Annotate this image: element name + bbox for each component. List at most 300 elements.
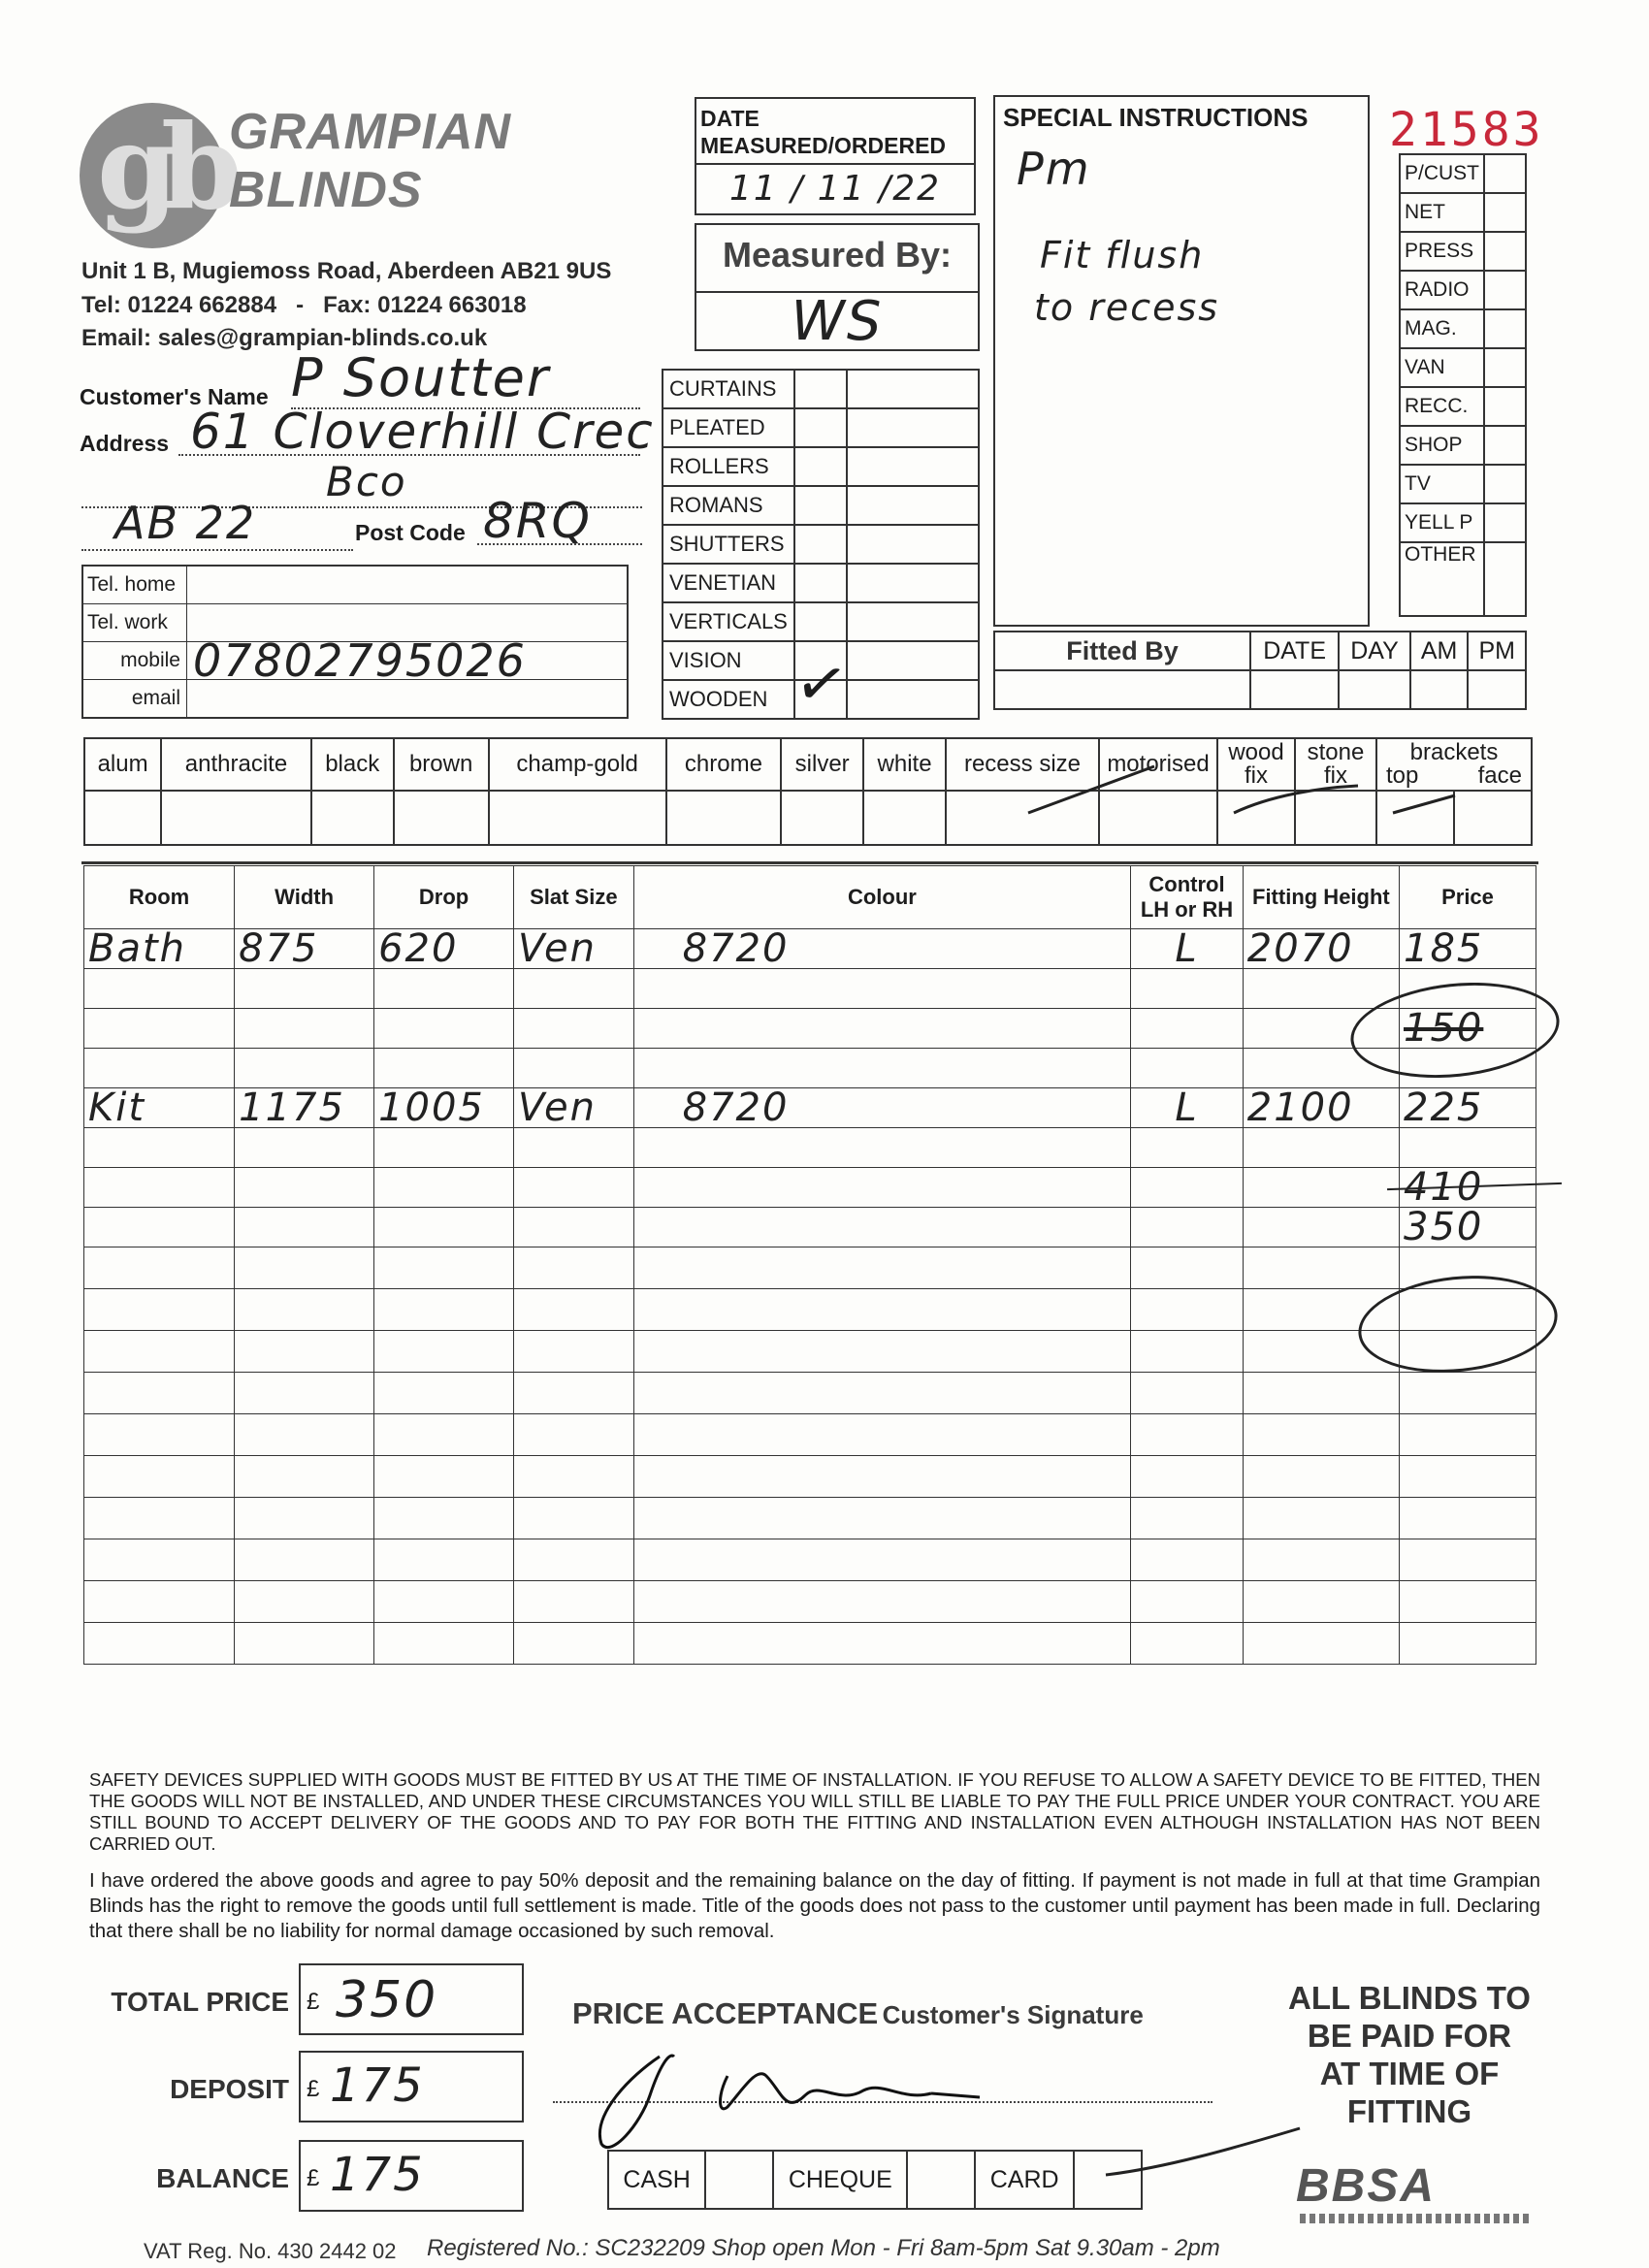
cell-slat[interactable] (514, 1208, 634, 1247)
cell-room[interactable] (84, 1623, 235, 1665)
source-row (1400, 154, 1526, 193)
cell-width[interactable]: 1175 (235, 1088, 374, 1128)
cell-room[interactable] (84, 1498, 235, 1539)
table-row (84, 1414, 1536, 1456)
cell-width[interactable] (235, 1456, 374, 1498)
payment-cheque-checkbox[interactable] (907, 2151, 975, 2209)
source-checkbox[interactable] (1484, 542, 1526, 616)
blind-type-row (663, 447, 979, 486)
measured-by-box (695, 223, 980, 351)
column-header-width: Width (235, 866, 374, 929)
cell-width[interactable] (235, 1168, 374, 1208)
source-checkbox[interactable] (1484, 503, 1526, 542)
cell-colour[interactable] (633, 1128, 1131, 1168)
cell-drop[interactable] (374, 1623, 514, 1665)
source-row (1400, 387, 1526, 426)
blind-type-checkbox[interactable] (794, 486, 847, 525)
blind-type-checkbox[interactable] (794, 525, 847, 564)
cell-colour[interactable] (633, 1049, 1131, 1088)
colour-option-checkbox[interactable] (394, 791, 489, 845)
cell-width[interactable] (235, 1009, 374, 1049)
source-row (1400, 348, 1526, 387)
cell-control[interactable] (1131, 969, 1244, 1009)
table-row (84, 969, 1536, 1009)
address-value-3[interactable]: AB 22 (114, 497, 257, 549)
cell-drop[interactable] (374, 1498, 514, 1539)
colour-option-checkbox[interactable] (161, 791, 311, 845)
cell-height[interactable] (1243, 1623, 1399, 1665)
cell-room[interactable]: Kit (84, 1088, 235, 1128)
customer-signature[interactable] (572, 2037, 1018, 2163)
blind-type-label: PLEATED (663, 408, 794, 447)
payment-cheque-label: CHEQUE (773, 2151, 907, 2209)
cell-control[interactable]: L (1131, 929, 1244, 969)
blind-type-checkbox[interactable] (794, 370, 847, 408)
blind-type-notes (847, 486, 979, 525)
cell-price[interactable]: 410 (1400, 1168, 1536, 1208)
source-label: OTHER (1400, 542, 1484, 616)
colour-white-label: white (863, 738, 946, 791)
date-label-line1: DATE (700, 106, 760, 131)
blind-type-checkbox[interactable] (794, 447, 847, 486)
source-checkbox[interactable] (1484, 426, 1526, 465)
source-label: VAN (1400, 348, 1484, 387)
cell-colour[interactable] (633, 1498, 1131, 1539)
cell-control[interactable] (1131, 1373, 1244, 1414)
special-instructions-box (993, 95, 1370, 627)
blind-type-label: ROLLERS (663, 447, 794, 486)
cell-width[interactable]: 875 (235, 929, 374, 969)
cell-width[interactable] (235, 1539, 374, 1581)
cell-width[interactable] (235, 1289, 374, 1331)
source-checkbox[interactable] (1484, 348, 1526, 387)
cell-width[interactable] (235, 1623, 374, 1665)
company-address: Unit 1 B, Mugiemoss Road, Aberdeen AB21 9US (81, 258, 612, 284)
customer-name-value[interactable]: P Soutter (291, 347, 551, 408)
source-label: NET (1400, 193, 1484, 232)
column-header-control: Control LH or RH (1131, 866, 1244, 929)
cell-width[interactable] (235, 969, 374, 1009)
cell-width[interactable] (235, 1581, 374, 1623)
address-value-2[interactable]: Bco (326, 458, 407, 505)
company-name-line1: GRAMPIAN (229, 104, 512, 160)
source-checkbox[interactable] (1484, 387, 1526, 426)
option-brackets-face: face (1477, 762, 1522, 789)
blind-type-notes (847, 641, 979, 680)
cell-room[interactable] (84, 1373, 235, 1414)
table-row (84, 1289, 1536, 1331)
company-email: Email: sales@grampian-blinds.co.uk (81, 325, 488, 351)
balance-value[interactable]: 175 (330, 2148, 425, 2202)
cell-slat[interactable] (514, 1581, 634, 1623)
deposit-label: DEPOSIT (170, 2074, 289, 2104)
cell-drop[interactable] (374, 1168, 514, 1208)
cell-drop[interactable] (374, 1208, 514, 1247)
blind-type-checkbox[interactable] (794, 564, 847, 602)
source-row (1400, 542, 1526, 616)
customer-name-label: Customer's Name (80, 384, 269, 409)
blind-type-label: VERTICALS (663, 602, 794, 641)
cell-room[interactable] (84, 1456, 235, 1498)
source-checkbox[interactable] (1484, 271, 1526, 309)
cell-price[interactable]: 185 (1400, 929, 1536, 969)
cell-control[interactable] (1131, 1208, 1244, 1247)
cell-height[interactable]: 2100 (1243, 1088, 1399, 1128)
special-instructions-label: SPECIAL INSTRUCTIONS (1003, 103, 1309, 132)
cell-drop[interactable] (374, 1539, 514, 1581)
source-checkbox[interactable] (1484, 465, 1526, 503)
blind-type-row (663, 486, 979, 525)
cell-price[interactable]: 150 (1400, 1009, 1536, 1049)
price-acceptance-sub: Customer's Signature (882, 2000, 1144, 2029)
fitted-pm-label: PM (1468, 632, 1526, 670)
contact-label: email (82, 680, 187, 719)
colour-champ-gold-label: champ-gold (489, 738, 666, 791)
blind-type-notes (847, 370, 979, 408)
cell-colour[interactable] (633, 969, 1131, 1009)
cell-drop[interactable] (374, 1128, 514, 1168)
blind-type-notes (847, 408, 979, 447)
cell-room[interactable]: Bath (84, 929, 235, 969)
cell-colour[interactable] (633, 1581, 1131, 1623)
source-label: MAG. (1400, 309, 1484, 348)
cell-slat[interactable] (514, 1414, 634, 1456)
cell-colour[interactable]: 8720 (633, 1088, 1131, 1128)
table-row (84, 1128, 1536, 1168)
cell-height[interactable] (1243, 1581, 1399, 1623)
price-acceptance (572, 1996, 1144, 2031)
cell-price[interactable] (1400, 1623, 1536, 1665)
cell-colour[interactable] (633, 1208, 1131, 1247)
cell-slat[interactable] (514, 1456, 634, 1498)
cell-height[interactable] (1243, 969, 1399, 1009)
contact-value[interactable] (187, 566, 629, 604)
cell-control[interactable] (1131, 1414, 1244, 1456)
blind-type-label: VISION (663, 641, 794, 680)
source-row (1400, 503, 1526, 542)
cell-price[interactable] (1400, 1498, 1536, 1539)
company-name-line2: BLINDS (229, 162, 423, 218)
source-checkbox[interactable] (1484, 193, 1526, 232)
cell-price[interactable]: 225 (1400, 1088, 1536, 1128)
notice-line3: AT TIME OF (1319, 2056, 1500, 2091)
contact-label: Tel. work (82, 604, 187, 642)
company-phone-line (81, 292, 527, 319)
cell-drop[interactable] (374, 1414, 514, 1456)
colour-option-checkbox[interactable] (489, 791, 666, 845)
blind-type-notes (847, 602, 979, 641)
cell-colour[interactable] (633, 1247, 1131, 1289)
balance-currency: £ (307, 2165, 320, 2191)
colour-option-checkbox[interactable] (84, 791, 161, 845)
option-motorised: motorised (1099, 738, 1217, 791)
postcode-value[interactable]: 8RQ (483, 493, 592, 549)
cell-slat[interactable]: Ven (514, 1088, 634, 1128)
cell-room[interactable] (84, 1208, 235, 1247)
notice-line1: ALL BLINDS TO (1288, 1980, 1531, 2016)
cell-drop[interactable] (374, 1373, 514, 1414)
colour-option-checkbox[interactable] (666, 791, 782, 845)
cell-colour[interactable] (633, 1373, 1131, 1414)
cell-drop[interactable]: 1005 (374, 1088, 514, 1128)
cell-control[interactable] (1131, 1539, 1244, 1581)
cell-slat[interactable] (514, 1331, 634, 1373)
price-acceptance-label: PRICE ACCEPTANCE (572, 1996, 879, 2030)
table-row (84, 1208, 1536, 1247)
cell-drop[interactable] (374, 1456, 514, 1498)
column-header-slat: Slat Size (514, 866, 634, 929)
cell-drop[interactable] (374, 1331, 514, 1373)
special-instructions-line2[interactable]: Fit flush (1040, 234, 1205, 276)
table-row (84, 1373, 1536, 1414)
cell-room[interactable] (84, 1247, 235, 1289)
cell-price[interactable] (1400, 1373, 1536, 1414)
table-row (84, 1581, 1536, 1623)
total-value[interactable]: 350 (336, 1971, 438, 2029)
colour-alum-label: alum (84, 738, 161, 791)
cell-price[interactable] (1400, 1581, 1536, 1623)
cell-height[interactable] (1243, 1373, 1399, 1414)
source-checkbox[interactable] (1484, 154, 1526, 193)
cell-height[interactable] (1243, 1128, 1399, 1168)
colour-black-label: black (311, 738, 394, 791)
cell-width[interactable] (235, 1331, 374, 1373)
cell-width[interactable] (235, 1208, 374, 1247)
cell-control[interactable] (1131, 1009, 1244, 1049)
company-tel: Tel: 01224 662884 (81, 292, 277, 318)
blind-type-label: WOODEN (663, 680, 794, 719)
cell-colour[interactable]: 8720 (633, 929, 1131, 969)
cell-room[interactable] (84, 1128, 235, 1168)
cell-slat[interactable] (514, 1623, 634, 1665)
cell-width[interactable] (235, 1414, 374, 1456)
cell-control[interactable]: L (1131, 1088, 1244, 1128)
colour-chrome-label: chrome (666, 738, 782, 791)
cell-drop[interactable] (374, 1009, 514, 1049)
blind-type-label: VENETIAN (663, 564, 794, 602)
special-instructions-line3[interactable]: to recess (1034, 286, 1220, 329)
cell-control[interactable] (1131, 1456, 1244, 1498)
cell-drop[interactable]: 620 (374, 929, 514, 969)
cell-price[interactable]: 350 (1400, 1208, 1536, 1247)
cell-colour[interactable] (633, 1009, 1131, 1049)
deposit-box[interactable] (299, 2051, 524, 2122)
blind-type-row (663, 602, 979, 641)
footer-vat: VAT Reg. No. 430 2442 02 (144, 2239, 397, 2263)
special-instructions-line1[interactable]: Pm (1017, 143, 1091, 195)
cell-height[interactable] (1243, 1539, 1399, 1581)
cell-width[interactable] (235, 1128, 374, 1168)
fitted-date-value[interactable] (1250, 670, 1339, 709)
cell-room[interactable] (84, 1414, 235, 1456)
option-stone-fix: stone fix (1295, 738, 1376, 791)
source-row (1400, 271, 1526, 309)
cell-room[interactable] (84, 1049, 235, 1088)
cell-height[interactable] (1243, 1168, 1399, 1208)
cell-slat[interactable] (514, 1009, 634, 1049)
blind-type-notes (847, 680, 979, 719)
cell-drop[interactable] (374, 1289, 514, 1331)
terms-paragraph: I have ordered the above goods and agree to pay 50% deposit and the remaining balance on the day of fitting. If payment is not made in full at that time Grampian Blinds has the right to remove the goods until full settlement is made. Title of the goods does not pass to the customer until payment has been made in full. Declaring that there shall be no liability for normal damage occasioned by such removal. (89, 1869, 1540, 1942)
cell-colour[interactable] (633, 1289, 1131, 1331)
deposit-currency: £ (307, 2076, 320, 2102)
cell-control[interactable] (1131, 1331, 1244, 1373)
blind-type-checkbox[interactable] (794, 408, 847, 447)
cell-room[interactable] (84, 1289, 235, 1331)
cell-room[interactable] (84, 1539, 235, 1581)
cell-slat[interactable] (514, 1247, 634, 1289)
balance-label: BALANCE (156, 2163, 289, 2193)
cell-price[interactable] (1400, 1456, 1536, 1498)
address-value-1[interactable]: 61 Cloverhill Crec (190, 404, 655, 460)
source-checkbox[interactable] (1484, 232, 1526, 271)
cell-slat[interactable]: Ven (514, 929, 634, 969)
total-label: TOTAL PRICE (111, 1987, 289, 2017)
cell-slat[interactable] (514, 969, 634, 1009)
source-row (1400, 309, 1526, 348)
cell-room[interactable] (84, 1331, 235, 1373)
cell-width[interactable] (235, 1498, 374, 1539)
cell-room[interactable] (84, 1009, 235, 1049)
blind-type-row (663, 408, 979, 447)
cell-width[interactable] (235, 1373, 374, 1414)
fitted-pm-value[interactable] (1468, 670, 1526, 709)
address-line-3 (81, 549, 353, 551)
fitted-by-value[interactable] (994, 670, 1250, 709)
cell-room[interactable] (84, 1168, 235, 1208)
colour-brown-label: brown (394, 738, 489, 791)
cell-slat[interactable] (514, 1049, 634, 1088)
cell-colour[interactable] (633, 1168, 1131, 1208)
column-header-room: Room (84, 866, 235, 929)
blind-type-notes (847, 564, 979, 602)
cell-height[interactable] (1243, 1208, 1399, 1247)
source-label: YELL P (1400, 503, 1484, 542)
column-header-height: Fitting Height (1243, 866, 1399, 929)
balance-box[interactable] (299, 2140, 524, 2212)
table-row (84, 1049, 1536, 1088)
table-row (84, 1539, 1536, 1581)
fitted-by-label: Fitted By (994, 632, 1250, 670)
table-row (84, 1009, 1536, 1049)
cell-height[interactable] (1243, 1498, 1399, 1539)
cell-room[interactable] (84, 969, 235, 1009)
cell-price[interactable] (1400, 1128, 1536, 1168)
cell-slat[interactable] (514, 1498, 634, 1539)
cell-control[interactable] (1131, 1498, 1244, 1539)
cell-colour[interactable] (633, 1331, 1131, 1373)
cell-height[interactable]: 2070 (1243, 929, 1399, 969)
blind-type-checkbox[interactable] (794, 602, 847, 641)
fitted-am-value[interactable] (1410, 670, 1469, 709)
colour-option-checkbox[interactable] (311, 791, 394, 845)
colour-anthracite-label: anthracite (161, 738, 311, 791)
cell-width[interactable] (235, 1247, 374, 1289)
cell-colour[interactable] (633, 1623, 1131, 1665)
option-tick-strokes (1009, 757, 1513, 825)
source-checkbox[interactable] (1484, 309, 1526, 348)
table-row (84, 1088, 1536, 1128)
cell-colour[interactable] (633, 1456, 1131, 1498)
order-table (83, 865, 1536, 1665)
safety-notice: SAFETY DEVICES SUPPLIED WITH GOODS MUST BE FITTED BY US AT THE TIME OF INSTALLATION. IF YOU REFUSE TO ALLOW A SAFETY DEVICE TO BE FITTED, THEN THE GOODS WILL NOT BE INSTALLED, AND UNDER THESE CIRCUMSTANCES YOU WILL STILL BE LIABLE TO PAY THE FULL PRICE UNDER YOUR CONTRACT. YOU ARE STILL BOUND TO ACCEPT DELIVERY OF THE GOODS AND TO PAY FOR BOTH THE FITTING AND INSTALLATION EVEN ALTHOUGH INSTALLATION HAS NOT BEEN CARRIED OUT. (89, 1769, 1540, 1854)
cell-colour[interactable] (633, 1539, 1131, 1581)
payment-cash-checkbox[interactable] (705, 2151, 773, 2209)
cell-height[interactable] (1243, 1414, 1399, 1456)
table-row (84, 929, 1536, 969)
cell-room[interactable] (84, 1581, 235, 1623)
colour-option-checkbox[interactable] (781, 791, 863, 845)
source-label: RECC. (1400, 387, 1484, 426)
source-label: P/CUST (1400, 154, 1484, 193)
blind-type-notes (847, 447, 979, 486)
payment-method-table (607, 2150, 1143, 2210)
cell-price[interactable] (1400, 1414, 1536, 1456)
cell-slat[interactable] (514, 1168, 634, 1208)
table-row (84, 1331, 1536, 1373)
cell-control[interactable] (1131, 1289, 1244, 1331)
company-fax: Fax: 01224 663018 (323, 292, 527, 318)
source-row (1400, 465, 1526, 503)
cell-control[interactable] (1131, 1049, 1244, 1088)
fitted-day-value[interactable] (1339, 670, 1410, 709)
date-label-line2: MEASURED/ORDERED (700, 133, 947, 158)
cell-control[interactable] (1131, 1247, 1244, 1289)
source-label: TV (1400, 465, 1484, 503)
blind-type-row (663, 525, 979, 564)
cell-colour[interactable] (633, 1414, 1131, 1456)
column-header-drop: Drop (374, 866, 514, 929)
cell-height[interactable] (1243, 1456, 1399, 1498)
colour-option-checkbox[interactable] (863, 791, 946, 845)
cell-slat[interactable] (514, 1373, 634, 1414)
cell-slat[interactable] (514, 1289, 634, 1331)
order-number: 21583 (1389, 103, 1544, 157)
option-brackets-top: top (1386, 762, 1419, 789)
cell-control[interactable] (1131, 1581, 1244, 1623)
cell-drop[interactable] (374, 969, 514, 1009)
deposit-value[interactable]: 175 (330, 2058, 425, 2113)
cell-control[interactable] (1131, 1623, 1244, 1665)
payment-cash-label: CASH (608, 2151, 705, 2209)
source-label: RADIO (1400, 271, 1484, 309)
cell-control[interactable] (1131, 1128, 1244, 1168)
total-box[interactable] (299, 1963, 524, 2035)
bbsa-logo: BBSA (1296, 2160, 1437, 2212)
cell-width[interactable] (235, 1049, 374, 1088)
cell-slat[interactable] (514, 1539, 634, 1581)
colour-silver-label: silver (781, 738, 863, 791)
contact-value[interactable]: 07802795026 (187, 642, 629, 680)
postcode-label: Post Code (355, 520, 466, 545)
source-row (1400, 426, 1526, 465)
cell-drop[interactable] (374, 1581, 514, 1623)
cell-height[interactable] (1243, 1247, 1399, 1289)
source-checklist (1399, 153, 1527, 617)
source-row (1400, 193, 1526, 232)
measured-by-value[interactable]: WS (791, 290, 884, 353)
date-value[interactable]: 11 / 11 /22 (728, 169, 941, 209)
cell-slat[interactable] (514, 1128, 634, 1168)
cell-price[interactable] (1400, 1539, 1536, 1581)
column-header-price: Price (1400, 866, 1536, 929)
blind-type-label: SHUTTERS (663, 525, 794, 564)
payment-notice (1259, 1979, 1560, 2130)
cell-control[interactable] (1131, 1168, 1244, 1208)
bbsa-stripe (1300, 2214, 1533, 2223)
cell-drop[interactable] (374, 1247, 514, 1289)
cell-drop[interactable] (374, 1049, 514, 1088)
